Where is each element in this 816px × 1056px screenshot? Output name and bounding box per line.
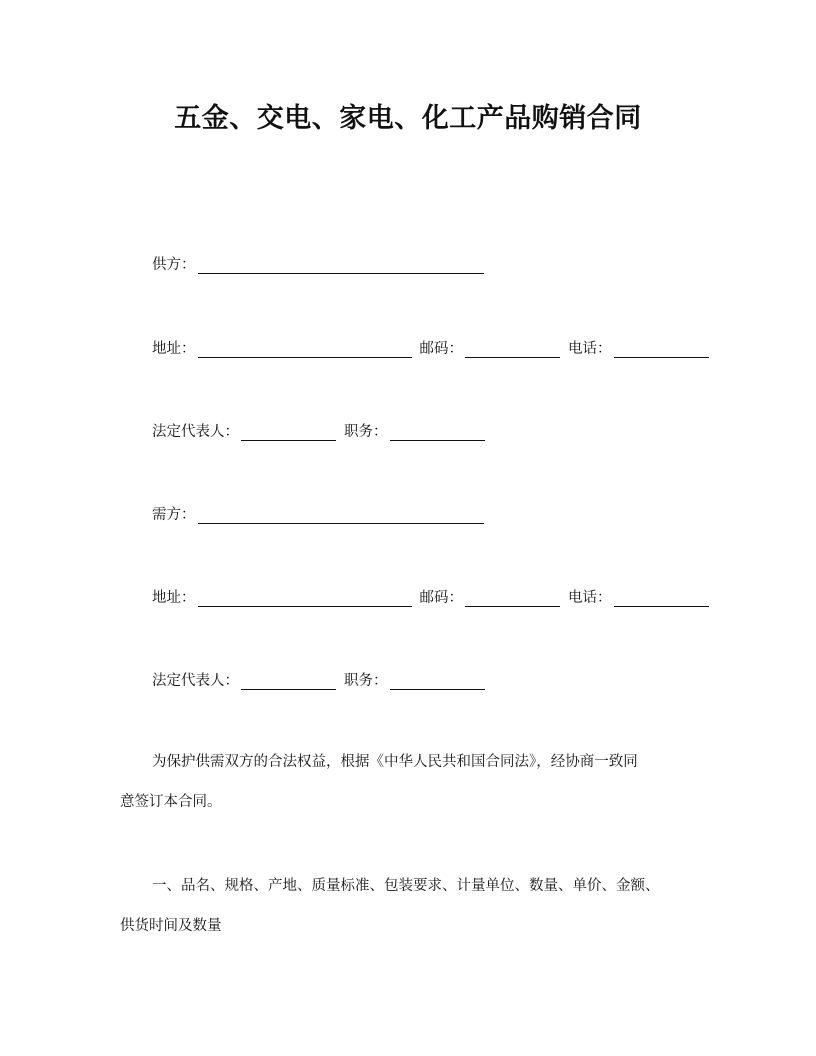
document-title: 五金、交电、家电、化工产品购销合同 xyxy=(174,103,642,134)
buyer-address-row xyxy=(152,585,709,607)
supplier-rep-label: 法定代表人： xyxy=(152,424,239,440)
buyer-phone-blank[interactable] xyxy=(614,590,709,607)
clause-1-line-2: 供货时间及数量 xyxy=(120,918,222,934)
intro-line-1: 为保护供需双方的合法权益，根据《中华人民共和国合同法》，经协商一致同 xyxy=(152,754,638,770)
supplier-rep-blank[interactable] xyxy=(241,424,336,441)
supplier-name-blank[interactable] xyxy=(198,257,484,274)
buyer-position-label: 职务： xyxy=(344,673,388,689)
buyer-rep-blank[interactable] xyxy=(241,673,336,690)
supplier-position-label: 职务： xyxy=(344,424,388,440)
buyer-address-label: 地址： xyxy=(152,590,196,606)
supplier-phone-blank[interactable] xyxy=(614,341,709,358)
supplier-rep-row xyxy=(152,419,485,441)
supplier-position-blank[interactable] xyxy=(390,424,485,441)
buyer-postcode-blank[interactable] xyxy=(465,590,560,607)
buyer-name-row xyxy=(152,502,484,524)
buyer-postcode-label: 邮码： xyxy=(419,590,463,606)
supplier-address-row xyxy=(152,336,709,358)
clause-1-paragraph xyxy=(120,866,710,946)
supplier-name-row xyxy=(152,252,484,274)
supplier-postcode-blank[interactable] xyxy=(465,341,560,358)
intro-paragraph xyxy=(120,742,710,822)
intro-line-2: 意签订本合同。 xyxy=(120,794,222,810)
buyer-phone-label: 电话： xyxy=(568,590,612,606)
supplier-address-blank[interactable] xyxy=(198,341,412,358)
supplier-address-label: 地址： xyxy=(152,341,196,357)
buyer-rep-row xyxy=(152,668,485,690)
buyer-name-label: 需方： xyxy=(152,507,196,523)
supplier-phone-label: 电话： xyxy=(568,341,612,357)
buyer-rep-label: 法定代表人： xyxy=(152,673,239,689)
buyer-position-blank[interactable] xyxy=(390,673,485,690)
supplier-postcode-label: 邮码： xyxy=(419,341,463,357)
supplier-name-label: 供方： xyxy=(152,257,196,273)
buyer-address-blank[interactable] xyxy=(198,590,412,607)
buyer-name-blank[interactable] xyxy=(198,507,484,524)
clause-1-line-1: 一、品名、规格、产地、质量标准、包装要求、计量单位、数量、单价、金额、 xyxy=(152,878,660,894)
